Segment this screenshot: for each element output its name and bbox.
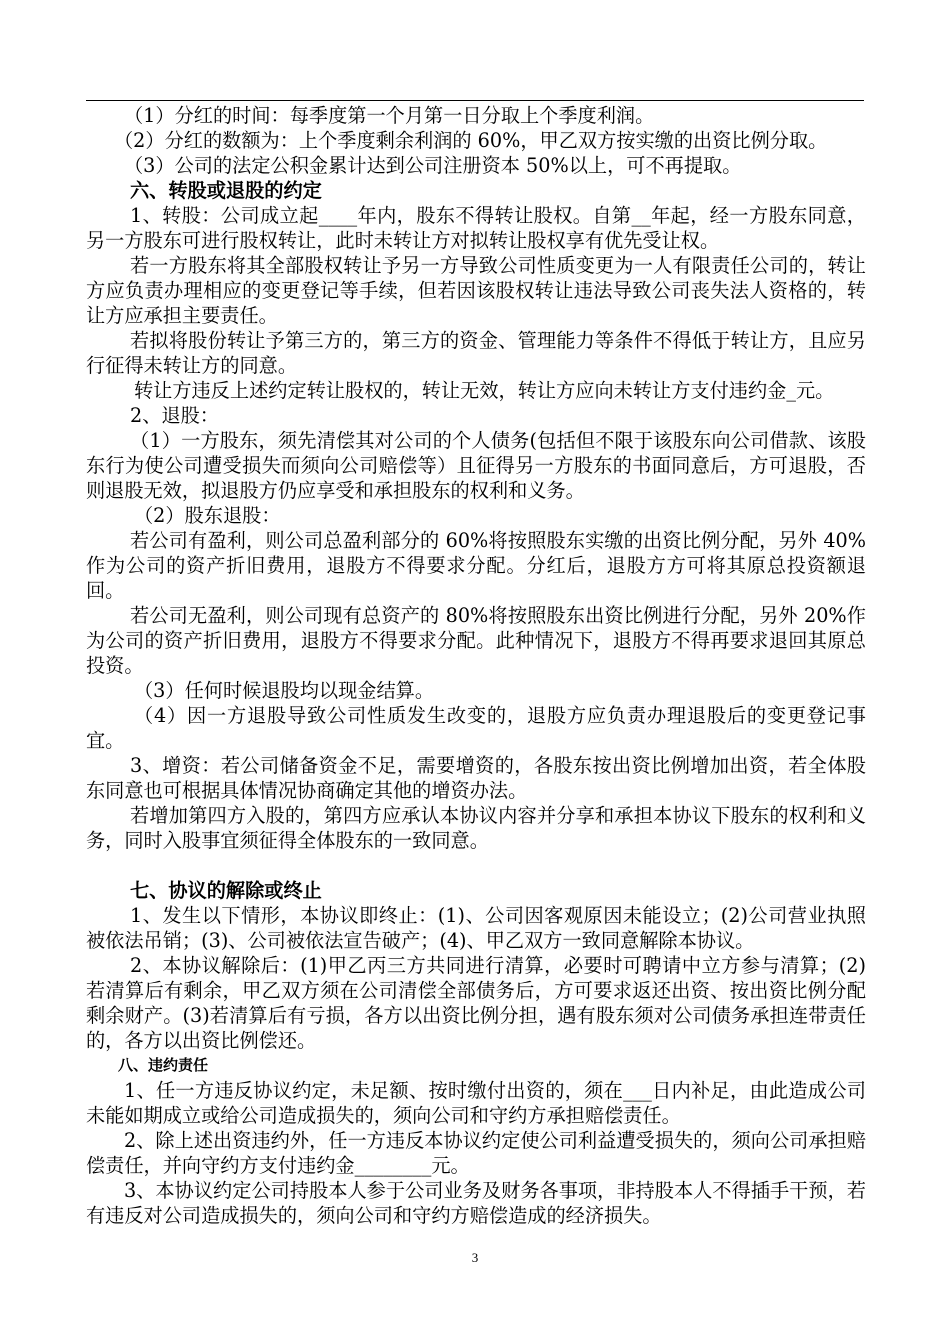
section-heading-6: 六、转股或退股的约定 — [130, 179, 322, 202]
transfer-breach-clause: 转让方违反上述约定转让股权的，转让无效，转让方应向未转让方支付违约金_元。 — [134, 379, 835, 402]
third-party-transfer-clause: 若拟将股份转让予第三方的，第三方的资金、管理能力等条件不得低于转让方，且应另行征得未转让方的同意。 — [86, 329, 866, 377]
capital-default-clause: 1、任一方违反协议约定，未足额、按时缴付出资的，须在___日内补足，由此造成公司未能如期成立或给公司造成损失的，须向公司和守约方承担赔偿责任。 — [86, 1079, 866, 1127]
capital-increase-clause: 3、增资：若公司储备资金不足，需要增资的，各股东按出资比例增加出资，若全体股东同意也可根据具体情况协商确定其他的增资办法。 — [86, 754, 866, 802]
profit-case-clause: 若公司有盈利，则公司总盈利部分的 60%将按照股东实缴的出资比例分配，另外 40%作为公司的资产折旧费用，退股方不得要求分配。分红后，退股方方可将其原总投资额退回。 — [86, 529, 866, 602]
fourth-party-clause: 若增加第四方入股的，第四方应承认本协议内容并分享和承担本协议下股东的权利和义务，同时入股事宜须征得全体股东的一致同意。 — [86, 804, 866, 852]
no-profit-case-clause: 若公司无盈利，则公司现有总资产的 80%将按照股东出资比例进行分配，另外 20%作为公司的资产折旧费用，退股方不得要求分配。此种情况下，退股方不得再要求退回其原总投资。 — [86, 604, 866, 677]
section-heading-8: 八、违约责任 — [118, 1056, 209, 1074]
dividend-time-clause: （1）分红的时间：每季度第一个月第一日分取上个季度利润。 — [124, 104, 655, 127]
document-body — [86, 103, 866, 1228]
withdrawal-condition-clause: （1）一方股东，须先清偿其对公司的个人债务(包括但不限于该股东向公司借款、该股东行为使公司遭受损失而须向公司赔偿等）且征得另一方股东的书面同意后，方可退股，否则退股无效，拟退股方仍应享受和承担股东的权利和义务。 — [86, 429, 866, 502]
header-rule — [86, 100, 864, 101]
share-transfer-clause: 1、转股：公司成立起____年内，股东不得转让股权。自第__年起，经一方股东同意，另一方股东可进行股权转让，此时未转让方对拟转让股权享有优先受让权。 — [86, 204, 866, 252]
other-breach-clause: 2、除上述出资违约外，任一方违反本协议约定使公司利益遭受损失的，须向公司承担赔偿责任，并向守约方支付违约金________元。 — [86, 1129, 866, 1177]
liquidation-clause: 2、本协议解除后：(1)甲乙丙三方共同进行清算，必要时可聘请中立方参与清算；(2)若清算后有剩余，甲乙双方须在公司清偿全部债务后，方可要求返还出资、按出资比例分配剩余财产。(3)若清算后有亏损，各方以出资比例分担，遇有股东须对公司债务承担连带责任的，各方以出资比例偿还。 — [86, 954, 866, 1052]
withdrawal-heading: 2、退股： — [130, 404, 219, 427]
non-interference-clause: 3、本协议约定公司持股本人参于公司业务及财务各事项，非持股本人不得插手干预，若有违反对公司造成损失的，须向公司和守约方赔偿造成的经济损失。 — [86, 1179, 866, 1227]
section-heading-7: 七、协议的解除或终止 — [130, 879, 322, 902]
paragraph-spacer — [86, 853, 866, 878]
dividend-amount-clause: （2）分红的数额为：上个季度剩余利润的 60%，甲乙双方按实缴的出资比例分取。 — [114, 129, 828, 152]
full-transfer-clause: 若一方股东将其全部股权转让予另一方导致公司性质变更为一人有限责任公司的，转让方应负责办理相应的变更登记等手续，但若因该股权转让违法导致公司丧失法人资格的，转让方应承担主要责任。 — [86, 254, 866, 327]
page-number: 3 — [471, 1250, 479, 1265]
shareholder-withdrawal-heading: （2）股东退股： — [134, 504, 281, 527]
statutory-reserve-clause: （3）公司的法定公积金累计达到公司注册资本 50%以上，可不再提取。 — [124, 154, 742, 177]
cash-settlement-clause: （3）任何时候退股均以现金结算。 — [134, 679, 435, 702]
termination-conditions-clause: 1、发生以下情形，本协议即终止：(1)、公司因客观原因未能设立；(2)公司营业执照被依法吊销；(3)、公司被依法宣告破产；(4)、甲乙双方一致同意解除本协议。 — [86, 904, 866, 952]
nature-change-clause: （4）因一方退股导致公司性质发生改变的，退股方应负责办理退股后的变更登记事宜。 — [86, 704, 866, 752]
